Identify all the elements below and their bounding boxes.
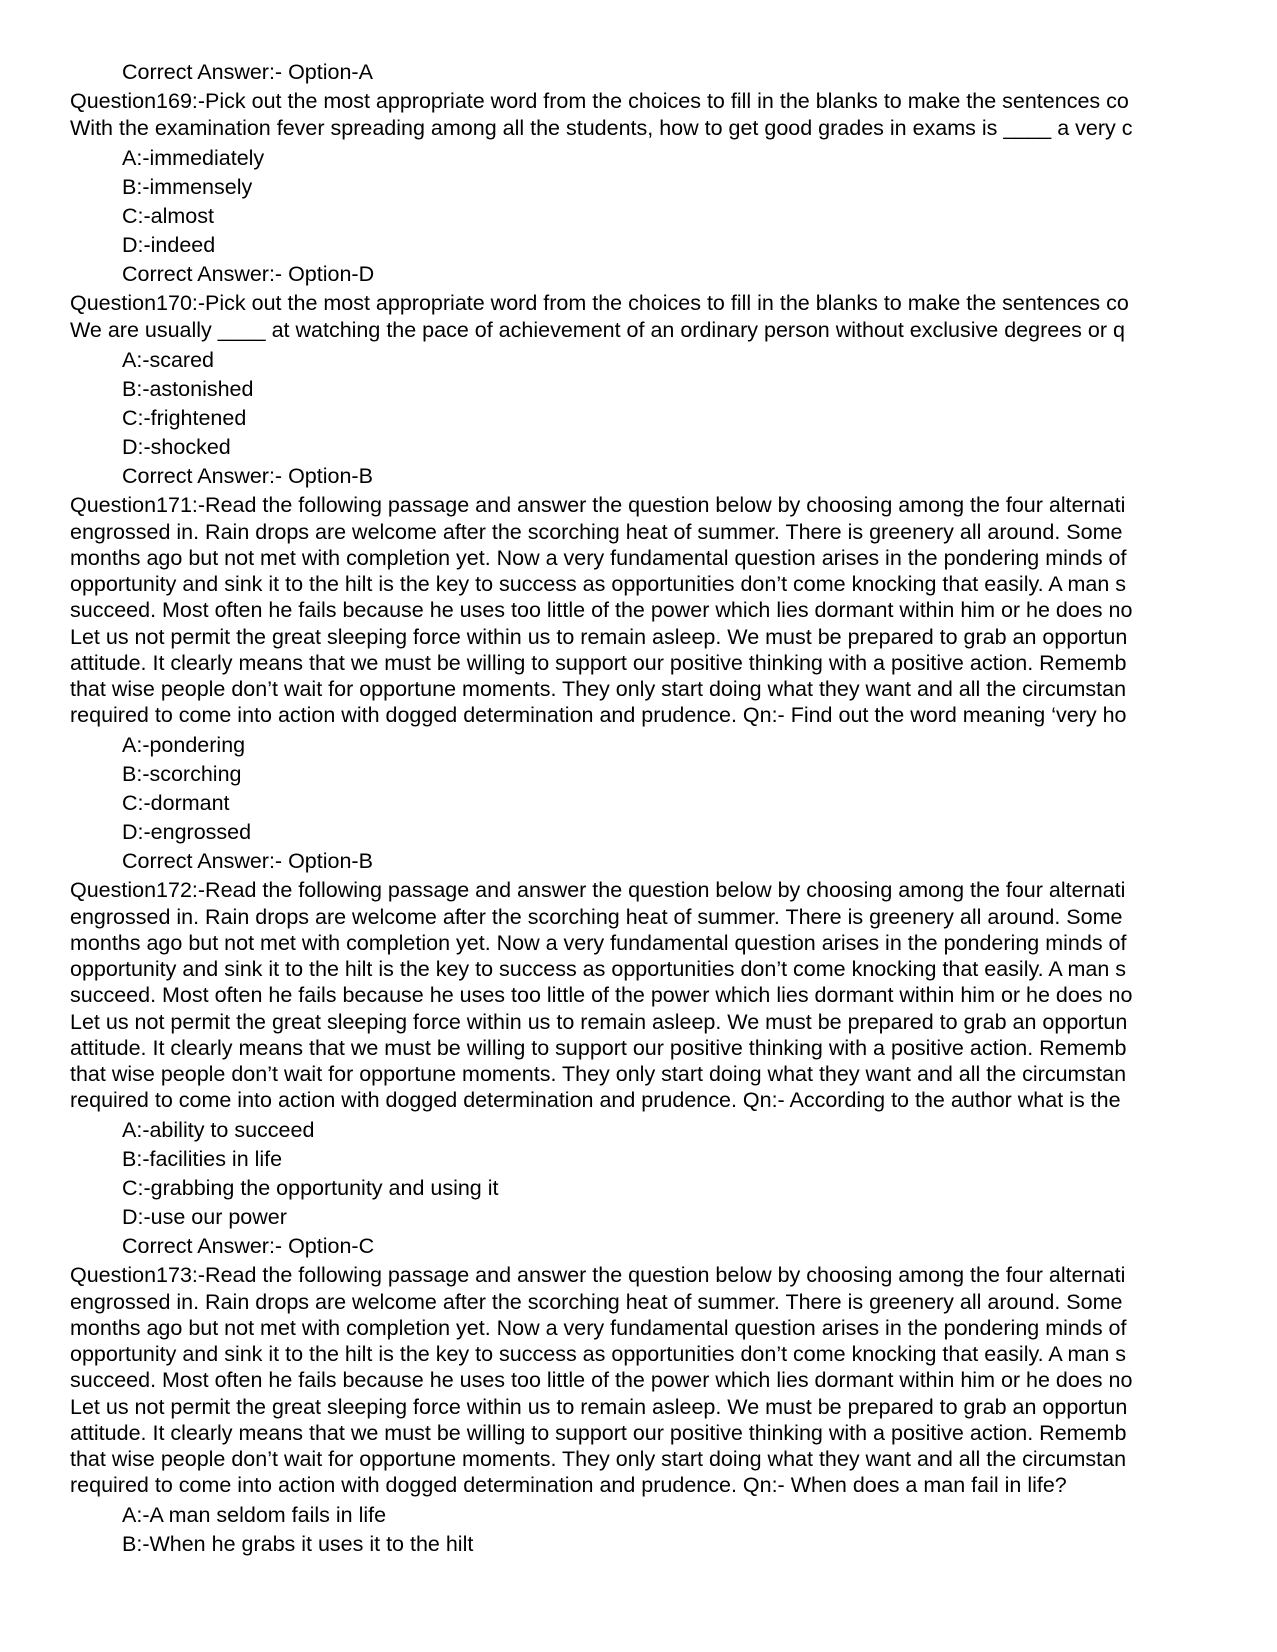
passage-line: succeed. Most often he fails because he uses too little of the power which lies dormant within him or he does no bbox=[70, 598, 1133, 622]
answer-option: B:-immensely bbox=[122, 175, 253, 199]
answer-option: A:-ability to succeed bbox=[122, 1118, 315, 1142]
answer-option: C:-frightened bbox=[122, 406, 247, 430]
correct-answer: Correct Answer:- Option-B bbox=[122, 464, 373, 488]
answer-option: B:-scorching bbox=[122, 762, 242, 786]
answer-option: C:-dormant bbox=[122, 791, 230, 815]
passage-line: opportunity and sink it to the hilt is the key to success as opportunities don’t come knocking that easily. A man s bbox=[70, 1342, 1127, 1366]
answer-option: A:-immediately bbox=[122, 146, 265, 170]
passage-line: that wise people don’t wait for opportune moments. They only start doing what they want and all the circumstan bbox=[70, 677, 1127, 701]
passage-line: required to come into action with dogged determination and prudence. Qn:- According to the author what is the bbox=[70, 1088, 1121, 1112]
answer-option: B:-When he grabs it uses it to the hilt bbox=[122, 1532, 474, 1556]
passage-line: that wise people don’t wait for opportune moments. They only start doing what they want and all the circumstan bbox=[70, 1062, 1127, 1086]
passage-line: attitude. It clearly means that we must be willing to support our positive thinking with a positive action. Rememb bbox=[70, 1421, 1127, 1445]
passage-line: opportunity and sink it to the hilt is the key to success as opportunities don’t come knocking that easily. A man s bbox=[70, 572, 1127, 596]
correct-answer: Correct Answer:- Option-A bbox=[122, 60, 373, 84]
passage-line: months ago but not met with completion yet. Now a very fundamental question arises in the pondering minds of bbox=[70, 1316, 1127, 1340]
passage-line: months ago but not met with completion yet. Now a very fundamental question arises in the pondering minds of bbox=[70, 931, 1127, 955]
answer-option: A:-scared bbox=[122, 348, 215, 372]
passage-line: engrossed in. Rain drops are welcome after the scorching heat of summer. There is greenery all around. Some bbox=[70, 1290, 1123, 1314]
correct-answer: Correct Answer:- Option-C bbox=[122, 1234, 375, 1258]
passage-line: engrossed in. Rain drops are welcome after the scorching heat of summer. There is greenery all around. Some bbox=[70, 905, 1123, 929]
answer-option: D:-use our power bbox=[122, 1205, 287, 1229]
answer-option: B:-astonished bbox=[122, 377, 254, 401]
question-heading: Question171:-Read the following passage and answer the question below by choosing among the four alternati bbox=[70, 493, 1126, 517]
passage-line: With the examination fever spreading among all the students, how to get good grades in exams is ____ a very c bbox=[70, 116, 1133, 140]
question-heading: Question170:-Pick out the most appropriate word from the choices to fill in the blanks to make the sentences co bbox=[70, 291, 1129, 315]
question-heading: Question173:-Read the following passage and answer the question below by choosing among the four alternati bbox=[70, 1263, 1126, 1287]
answer-option: D:-indeed bbox=[122, 233, 216, 257]
passage-line: opportunity and sink it to the hilt is the key to success as opportunities don’t come knocking that easily. A man s bbox=[70, 957, 1127, 981]
answer-option: B:-facilities in life bbox=[122, 1147, 283, 1171]
question-heading: Question169:-Pick out the most appropriate word from the choices to fill in the blanks to make the sentences co bbox=[70, 89, 1129, 113]
answer-option: D:-engrossed bbox=[122, 820, 252, 844]
passage-line: engrossed in. Rain drops are welcome after the scorching heat of summer. There is greenery all around. Some bbox=[70, 520, 1123, 544]
passage-line: We are usually ____ at watching the pace of achievement of an ordinary person without exclusive degrees or q bbox=[70, 318, 1125, 342]
passage-line: Let us not permit the great sleeping force within us to remain asleep. We must be prepared to grab an opportun bbox=[70, 1010, 1128, 1034]
passage-line: that wise people don’t wait for opportune moments. They only start doing what they want and all the circumstan bbox=[70, 1447, 1127, 1471]
passage-line: Let us not permit the great sleeping force within us to remain asleep. We must be prepared to grab an opportun bbox=[70, 625, 1128, 649]
passage-line: attitude. It clearly means that we must be willing to support our positive thinking with a positive action. Rememb bbox=[70, 651, 1127, 675]
passage-line: succeed. Most often he fails because he uses too little of the power which lies dormant within him or he does no bbox=[70, 1368, 1133, 1392]
passage-line: succeed. Most often he fails because he uses too little of the power which lies dormant within him or he does no bbox=[70, 983, 1133, 1007]
answer-option: C:-almost bbox=[122, 204, 214, 228]
passage-line: required to come into action with dogged determination and prudence. Qn:- When does a man fail in life? bbox=[70, 1473, 1067, 1497]
answer-option: C:-grabbing the opportunity and using it bbox=[122, 1176, 499, 1200]
passage-line: Let us not permit the great sleeping force within us to remain asleep. We must be prepared to grab an opportun bbox=[70, 1395, 1128, 1419]
passage-line: attitude. It clearly means that we must be willing to support our positive thinking with a positive action. Rememb bbox=[70, 1036, 1127, 1060]
answer-option: A:-A man seldom fails in life bbox=[122, 1503, 387, 1527]
correct-answer: Correct Answer:- Option-D bbox=[122, 262, 375, 286]
answer-option: D:-shocked bbox=[122, 435, 231, 459]
correct-answer: Correct Answer:- Option-B bbox=[122, 849, 373, 873]
passage-line: required to come into action with dogged determination and prudence. Qn:- Find out the word meaning ‘very ho bbox=[70, 703, 1127, 727]
question-heading: Question172:-Read the following passage and answer the question below by choosing among the four alternati bbox=[70, 878, 1126, 902]
answer-option: A:-pondering bbox=[122, 733, 246, 757]
passage-line: months ago but not met with completion yet. Now a very fundamental question arises in the pondering minds of bbox=[70, 546, 1127, 570]
